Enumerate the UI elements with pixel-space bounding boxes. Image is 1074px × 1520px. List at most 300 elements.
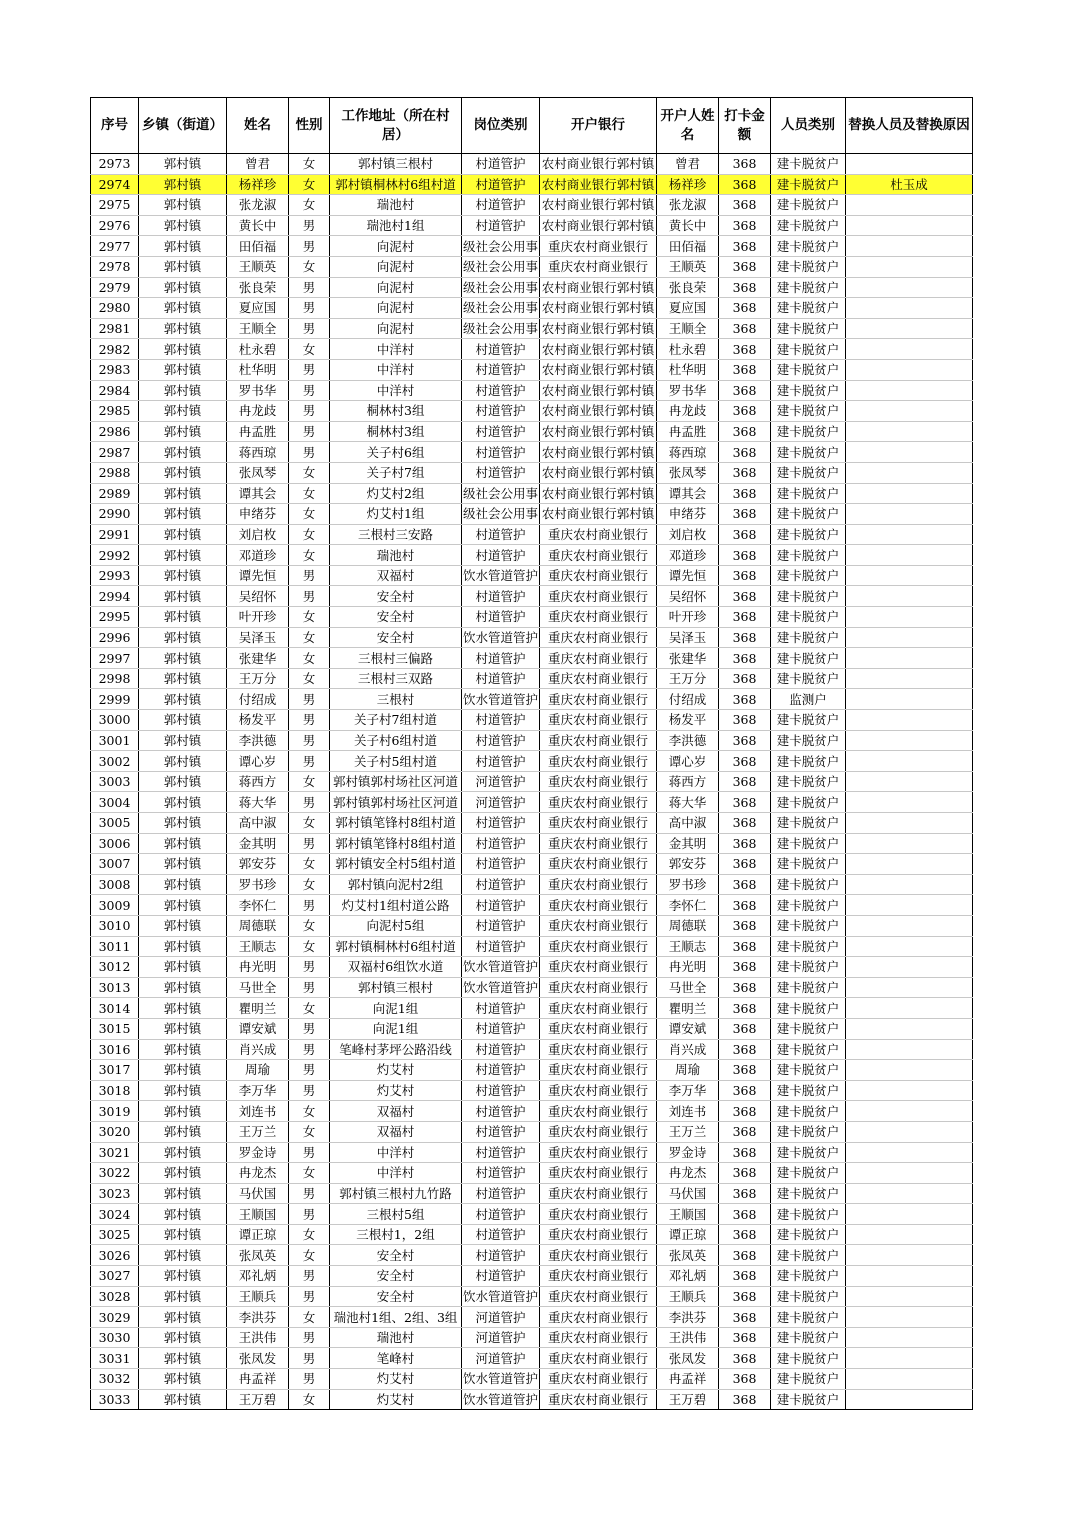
cell-name: 杜永碧 bbox=[227, 339, 289, 360]
col-header-type: 人员类别 bbox=[771, 98, 846, 154]
cell-replace bbox=[846, 1039, 973, 1060]
cell-replace bbox=[846, 318, 973, 339]
cell-name: 马伏国 bbox=[227, 1183, 289, 1204]
cell-town: 郭村镇 bbox=[139, 215, 227, 236]
cell-holder: 冉龙杰 bbox=[657, 1163, 719, 1184]
cell-sex: 男 bbox=[289, 1142, 330, 1163]
cell-no: 3018 bbox=[91, 1080, 139, 1101]
cell-no: 3026 bbox=[91, 1245, 139, 1266]
cell-name: 谭先恒 bbox=[227, 565, 289, 586]
cell-no: 3021 bbox=[91, 1142, 139, 1163]
cell-type: 建卡脱贫户 bbox=[771, 256, 846, 277]
cell-name: 王顺国 bbox=[227, 1204, 289, 1225]
cell-post: 村道管护 bbox=[462, 668, 540, 689]
cell-town: 郭村镇 bbox=[139, 442, 227, 463]
cell-sex: 男 bbox=[289, 380, 330, 401]
cell-holder: 罗金诗 bbox=[657, 1142, 719, 1163]
cell-name: 李万华 bbox=[227, 1080, 289, 1101]
cell-name: 周瑜 bbox=[227, 1060, 289, 1081]
cell-address: 瑞池村 bbox=[330, 545, 462, 566]
cell-holder: 张凤琴 bbox=[657, 462, 719, 483]
cell-replace bbox=[846, 236, 973, 257]
cell-sex: 女 bbox=[289, 915, 330, 936]
cell-type: 建卡脱贫户 bbox=[771, 751, 846, 772]
table-row bbox=[91, 1142, 973, 1163]
table-row bbox=[91, 421, 973, 442]
cell-no: 3031 bbox=[91, 1348, 139, 1369]
cell-town: 郭村镇 bbox=[139, 1307, 227, 1328]
cell-type: 建卡脱贫户 bbox=[771, 957, 846, 978]
cell-replace bbox=[846, 380, 973, 401]
cell-address: 郭村镇桐林村6组村道 bbox=[330, 174, 462, 195]
cell-replace: 杜玉成 bbox=[846, 174, 973, 195]
cell-no: 3010 bbox=[91, 915, 139, 936]
cell-town: 郭村镇 bbox=[139, 586, 227, 607]
cell-sex: 女 bbox=[289, 524, 330, 545]
cell-bank: 重庆农村商业银行 bbox=[540, 1080, 657, 1101]
cell-amount: 368 bbox=[719, 936, 771, 957]
cell-type: 建卡脱贫户 bbox=[771, 1183, 846, 1204]
cell-address: 瑞池村 bbox=[330, 1327, 462, 1348]
cell-post: 村道管护 bbox=[462, 607, 540, 628]
cell-bank: 重庆农村商业银行 bbox=[540, 771, 657, 792]
cell-replace bbox=[846, 154, 973, 175]
cell-type: 建卡脱贫户 bbox=[771, 401, 846, 422]
table-row bbox=[91, 895, 973, 916]
table-row bbox=[91, 215, 973, 236]
table-row bbox=[91, 792, 973, 813]
cell-address: 笔峰村 bbox=[330, 1348, 462, 1369]
cell-address: 郭村镇笔锋村8组村道 bbox=[330, 833, 462, 854]
table-row bbox=[91, 1204, 973, 1225]
cell-post: 村道管护 bbox=[462, 648, 540, 669]
cell-type: 建卡脱贫户 bbox=[771, 442, 846, 463]
cell-town: 郭村镇 bbox=[139, 1018, 227, 1039]
cell-bank: 重庆农村商业银行 bbox=[540, 957, 657, 978]
cell-no: 2999 bbox=[91, 689, 139, 710]
cell-town: 郭村镇 bbox=[139, 977, 227, 998]
cell-no: 2984 bbox=[91, 380, 139, 401]
cell-post: 村道管护 bbox=[462, 1060, 540, 1081]
cell-replace bbox=[846, 730, 973, 751]
cell-bank: 重庆农村商业银行 bbox=[540, 256, 657, 277]
cell-holder: 李万华 bbox=[657, 1080, 719, 1101]
cell-replace bbox=[846, 627, 973, 648]
cell-holder: 黄长中 bbox=[657, 215, 719, 236]
cell-name: 肖兴成 bbox=[227, 1039, 289, 1060]
cell-bank: 农村商业银行郭村镇 bbox=[540, 380, 657, 401]
cell-no: 2973 bbox=[91, 154, 139, 175]
cell-amount: 368 bbox=[719, 607, 771, 628]
cell-replace bbox=[846, 462, 973, 483]
cell-name: 谭安斌 bbox=[227, 1018, 289, 1039]
cell-replace bbox=[846, 1389, 973, 1410]
cell-town: 郭村镇 bbox=[139, 1121, 227, 1142]
cell-post: 村道管护 bbox=[462, 401, 540, 422]
cell-no: 3001 bbox=[91, 730, 139, 751]
table-row bbox=[91, 545, 973, 566]
cell-no: 3016 bbox=[91, 1039, 139, 1060]
cell-no: 2975 bbox=[91, 195, 139, 216]
cell-holder: 郭安芬 bbox=[657, 854, 719, 875]
cell-address: 郭村镇安全村5组村道 bbox=[330, 854, 462, 875]
cell-type: 建卡脱贫户 bbox=[771, 1348, 846, 1369]
cell-town: 郭村镇 bbox=[139, 1039, 227, 1060]
cell-no: 3025 bbox=[91, 1224, 139, 1245]
cell-type: 建卡脱贫户 bbox=[771, 936, 846, 957]
cell-type: 建卡脱贫户 bbox=[771, 833, 846, 854]
cell-no: 2994 bbox=[91, 586, 139, 607]
cell-name: 王万分 bbox=[227, 668, 289, 689]
cell-no: 2996 bbox=[91, 627, 139, 648]
cell-address: 双福村 bbox=[330, 565, 462, 586]
cell-amount: 368 bbox=[719, 1348, 771, 1369]
cell-post: 村道管护 bbox=[462, 854, 540, 875]
table-row bbox=[91, 751, 973, 772]
cell-name: 王顺志 bbox=[227, 936, 289, 957]
cell-post: 村道管护 bbox=[462, 874, 540, 895]
cell-sex: 男 bbox=[289, 1039, 330, 1060]
cell-post: 级社会公用事 bbox=[462, 318, 540, 339]
cell-no: 2992 bbox=[91, 545, 139, 566]
cell-no: 2989 bbox=[91, 483, 139, 504]
cell-town: 郭村镇 bbox=[139, 318, 227, 339]
table-row bbox=[91, 401, 973, 422]
cell-name: 冉孟胜 bbox=[227, 421, 289, 442]
table-row bbox=[91, 586, 973, 607]
cell-town: 郭村镇 bbox=[139, 1183, 227, 1204]
cell-town: 郭村镇 bbox=[139, 1327, 227, 1348]
cell-replace bbox=[846, 483, 973, 504]
table-row bbox=[91, 813, 973, 834]
cell-holder: 罗书珍 bbox=[657, 874, 719, 895]
table-row bbox=[91, 936, 973, 957]
cell-no: 2978 bbox=[91, 256, 139, 277]
cell-sex: 女 bbox=[289, 813, 330, 834]
cell-sex: 女 bbox=[289, 998, 330, 1019]
cell-bank: 重庆农村商业银行 bbox=[540, 1348, 657, 1369]
table-row bbox=[91, 1163, 973, 1184]
cell-no: 3027 bbox=[91, 1266, 139, 1287]
table-row bbox=[91, 1080, 973, 1101]
cell-bank: 重庆农村商业银行 bbox=[540, 998, 657, 1019]
cell-sex: 女 bbox=[289, 195, 330, 216]
cell-replace bbox=[846, 1327, 973, 1348]
table-row bbox=[91, 298, 973, 319]
cell-bank: 重庆农村商业银行 bbox=[540, 1204, 657, 1225]
cell-holder: 刘连书 bbox=[657, 1101, 719, 1122]
cell-name: 李怀仁 bbox=[227, 895, 289, 916]
cell-no: 3003 bbox=[91, 771, 139, 792]
cell-name: 冉孟祥 bbox=[227, 1369, 289, 1390]
cell-sex: 男 bbox=[289, 957, 330, 978]
cell-post: 村道管护 bbox=[462, 1266, 540, 1287]
cell-address: 向泥1组 bbox=[330, 998, 462, 1019]
header-row bbox=[91, 98, 973, 154]
cell-sex: 男 bbox=[289, 298, 330, 319]
cell-name: 李洪德 bbox=[227, 730, 289, 751]
cell-sex: 女 bbox=[289, 874, 330, 895]
cell-sex: 男 bbox=[289, 1286, 330, 1307]
cell-sex: 女 bbox=[289, 154, 330, 175]
cell-bank: 重庆农村商业银行 bbox=[540, 936, 657, 957]
cell-town: 郭村镇 bbox=[139, 1224, 227, 1245]
cell-type: 建卡脱贫户 bbox=[771, 339, 846, 360]
cell-holder: 冉孟胜 bbox=[657, 421, 719, 442]
cell-address: 向泥1组 bbox=[330, 1018, 462, 1039]
table-row bbox=[91, 730, 973, 751]
cell-bank: 农村商业银行郭村镇 bbox=[540, 298, 657, 319]
cell-name: 张建华 bbox=[227, 648, 289, 669]
table-row bbox=[91, 648, 973, 669]
cell-name: 刘启枚 bbox=[227, 524, 289, 545]
cell-address: 向泥村 bbox=[330, 236, 462, 257]
cell-replace bbox=[846, 1245, 973, 1266]
cell-town: 郭村镇 bbox=[139, 504, 227, 525]
cell-bank: 农村商业银行郭村镇 bbox=[540, 195, 657, 216]
table-row bbox=[91, 1224, 973, 1245]
cell-bank: 重庆农村商业银行 bbox=[540, 813, 657, 834]
cell-amount: 368 bbox=[719, 771, 771, 792]
cell-sex: 男 bbox=[289, 895, 330, 916]
table-row bbox=[91, 1039, 973, 1060]
cell-name: 张凤琴 bbox=[227, 462, 289, 483]
cell-post: 村道管护 bbox=[462, 1163, 540, 1184]
cell-type: 建卡脱贫户 bbox=[771, 1121, 846, 1142]
cell-no: 3006 bbox=[91, 833, 139, 854]
cell-holder: 张凤英 bbox=[657, 1245, 719, 1266]
cell-type: 建卡脱贫户 bbox=[771, 524, 846, 545]
cell-bank: 重庆农村商业银行 bbox=[540, 833, 657, 854]
cell-replace bbox=[846, 607, 973, 628]
cell-name: 罗书珍 bbox=[227, 874, 289, 895]
cell-no: 2979 bbox=[91, 277, 139, 298]
cell-amount: 368 bbox=[719, 1080, 771, 1101]
cell-sex: 男 bbox=[289, 421, 330, 442]
cell-post: 饮水管道管护 bbox=[462, 565, 540, 586]
cell-replace bbox=[846, 1307, 973, 1328]
cell-sex: 女 bbox=[289, 1245, 330, 1266]
cell-type: 建卡脱贫户 bbox=[771, 730, 846, 751]
cell-sex: 男 bbox=[289, 1060, 330, 1081]
table-row bbox=[91, 504, 973, 525]
cell-replace bbox=[846, 401, 973, 422]
cell-type: 监测户 bbox=[771, 689, 846, 710]
cell-town: 郭村镇 bbox=[139, 421, 227, 442]
cell-name: 金其明 bbox=[227, 833, 289, 854]
cell-address: 郭村镇向泥村2组 bbox=[330, 874, 462, 895]
cell-town: 郭村镇 bbox=[139, 565, 227, 586]
cell-type: 建卡脱贫户 bbox=[771, 607, 846, 628]
cell-post: 村道管护 bbox=[462, 730, 540, 751]
cell-replace bbox=[846, 813, 973, 834]
cell-holder: 马伏国 bbox=[657, 1183, 719, 1204]
cell-address: 中洋村 bbox=[330, 339, 462, 360]
cell-amount: 368 bbox=[719, 483, 771, 504]
cell-type: 建卡脱贫户 bbox=[771, 1080, 846, 1101]
cell-replace bbox=[846, 854, 973, 875]
cell-holder: 张凤发 bbox=[657, 1348, 719, 1369]
cell-post: 村道管护 bbox=[462, 359, 540, 380]
cell-type: 建卡脱贫户 bbox=[771, 1204, 846, 1225]
cell-holder: 高中淑 bbox=[657, 813, 719, 834]
cell-holder: 谭心岁 bbox=[657, 751, 719, 772]
cell-type: 建卡脱贫户 bbox=[771, 586, 846, 607]
table-row bbox=[91, 833, 973, 854]
cell-bank: 重庆农村商业银行 bbox=[540, 668, 657, 689]
cell-address: 桐林村3组 bbox=[330, 421, 462, 442]
cell-post: 村道管护 bbox=[462, 1142, 540, 1163]
cell-address: 灼艾村 bbox=[330, 1389, 462, 1410]
cell-amount: 368 bbox=[719, 1224, 771, 1245]
cell-replace bbox=[846, 689, 973, 710]
table-row bbox=[91, 359, 973, 380]
table-row bbox=[91, 236, 973, 257]
cell-replace bbox=[846, 771, 973, 792]
cell-name: 蒋大华 bbox=[227, 792, 289, 813]
cell-replace bbox=[846, 751, 973, 772]
cell-post: 饮水管道管护 bbox=[462, 1369, 540, 1390]
cell-amount: 368 bbox=[719, 1204, 771, 1225]
cell-holder: 叶开珍 bbox=[657, 607, 719, 628]
cell-post: 村道管护 bbox=[462, 1204, 540, 1225]
cell-holder: 罗书华 bbox=[657, 380, 719, 401]
cell-bank: 重庆农村商业银行 bbox=[540, 1266, 657, 1287]
cell-name: 杜华明 bbox=[227, 359, 289, 380]
cell-amount: 368 bbox=[719, 1039, 771, 1060]
cell-holder: 王洪伟 bbox=[657, 1327, 719, 1348]
cell-amount: 368 bbox=[719, 524, 771, 545]
cell-amount: 368 bbox=[719, 174, 771, 195]
table-row bbox=[91, 318, 973, 339]
cell-post: 级社会公用事 bbox=[462, 504, 540, 525]
cell-bank: 重庆农村商业银行 bbox=[540, 1369, 657, 1390]
cell-holder: 杨祥珍 bbox=[657, 174, 719, 195]
cell-sex: 女 bbox=[289, 504, 330, 525]
cell-sex: 男 bbox=[289, 710, 330, 731]
table-row bbox=[91, 1327, 973, 1348]
table-row bbox=[91, 1307, 973, 1328]
cell-replace bbox=[846, 710, 973, 731]
cell-amount: 368 bbox=[719, 1121, 771, 1142]
cell-address: 关子村7组村道 bbox=[330, 710, 462, 731]
cell-address: 关子村6组 bbox=[330, 442, 462, 463]
cell-sex: 女 bbox=[289, 1224, 330, 1245]
cell-sex: 男 bbox=[289, 689, 330, 710]
cell-bank: 重庆农村商业银行 bbox=[540, 1224, 657, 1245]
cell-replace bbox=[846, 359, 973, 380]
cell-post: 村道管护 bbox=[462, 339, 540, 360]
cell-type: 建卡脱贫户 bbox=[771, 483, 846, 504]
cell-town: 郭村镇 bbox=[139, 1286, 227, 1307]
cell-holder: 李洪德 bbox=[657, 730, 719, 751]
cell-post: 村道管护 bbox=[462, 1183, 540, 1204]
cell-type: 建卡脱贫户 bbox=[771, 1286, 846, 1307]
cell-sex: 女 bbox=[289, 771, 330, 792]
cell-address: 郭村镇三根村九竹路 bbox=[330, 1183, 462, 1204]
cell-town: 郭村镇 bbox=[139, 256, 227, 277]
cell-address: 向泥村 bbox=[330, 298, 462, 319]
cell-amount: 368 bbox=[719, 442, 771, 463]
cell-type: 建卡脱贫户 bbox=[771, 380, 846, 401]
cell-amount: 368 bbox=[719, 339, 771, 360]
cell-holder: 谭先恒 bbox=[657, 565, 719, 586]
cell-town: 郭村镇 bbox=[139, 854, 227, 875]
cell-sex: 女 bbox=[289, 545, 330, 566]
cell-amount: 368 bbox=[719, 195, 771, 216]
cell-post: 村道管护 bbox=[462, 524, 540, 545]
cell-amount: 368 bbox=[719, 236, 771, 257]
cell-town: 郭村镇 bbox=[139, 689, 227, 710]
cell-replace bbox=[846, 1163, 973, 1184]
cell-replace bbox=[846, 565, 973, 586]
cell-no: 3019 bbox=[91, 1101, 139, 1122]
table-row bbox=[91, 915, 973, 936]
cell-name: 王洪伟 bbox=[227, 1327, 289, 1348]
col-header-holder: 开户人姓名 bbox=[657, 98, 719, 154]
cell-bank: 农村商业银行郭村镇 bbox=[540, 277, 657, 298]
cell-address: 郭村镇笔锋村8组村道 bbox=[330, 813, 462, 834]
cell-holder: 蒋大华 bbox=[657, 792, 719, 813]
cell-address: 桐林村3组 bbox=[330, 401, 462, 422]
table-row bbox=[91, 627, 973, 648]
table-row bbox=[91, 957, 973, 978]
cell-sex: 女 bbox=[289, 1121, 330, 1142]
table-row bbox=[91, 977, 973, 998]
cell-type: 建卡脱贫户 bbox=[771, 1039, 846, 1060]
cell-post: 饮水管道管护 bbox=[462, 689, 540, 710]
cell-type: 建卡脱贫户 bbox=[771, 895, 846, 916]
cell-name: 王顺英 bbox=[227, 256, 289, 277]
cell-bank: 重庆农村商业银行 bbox=[540, 648, 657, 669]
cell-address: 三根村5组 bbox=[330, 1204, 462, 1225]
cell-bank: 重庆农村商业银行 bbox=[540, 1101, 657, 1122]
cell-replace bbox=[846, 998, 973, 1019]
cell-holder: 杜永碧 bbox=[657, 339, 719, 360]
cell-no: 2976 bbox=[91, 215, 139, 236]
cell-no: 3015 bbox=[91, 1018, 139, 1039]
cell-town: 郭村镇 bbox=[139, 1389, 227, 1410]
cell-town: 郭村镇 bbox=[139, 545, 227, 566]
cell-bank: 重庆农村商业银行 bbox=[540, 751, 657, 772]
cell-town: 郭村镇 bbox=[139, 195, 227, 216]
cell-amount: 368 bbox=[719, 833, 771, 854]
cell-type: 建卡脱贫户 bbox=[771, 154, 846, 175]
col-header-name: 姓名 bbox=[227, 98, 289, 154]
cell-holder: 王万分 bbox=[657, 668, 719, 689]
cell-type: 建卡脱贫户 bbox=[771, 504, 846, 525]
cell-name: 罗金诗 bbox=[227, 1142, 289, 1163]
cell-holder: 王顺志 bbox=[657, 936, 719, 957]
cell-amount: 368 bbox=[719, 1018, 771, 1039]
cell-bank: 农村商业银行郭村镇 bbox=[540, 504, 657, 525]
cell-bank: 农村商业银行郭村镇 bbox=[540, 174, 657, 195]
cell-replace bbox=[846, 524, 973, 545]
cell-amount: 368 bbox=[719, 710, 771, 731]
cell-type: 建卡脱贫户 bbox=[771, 318, 846, 339]
cell-amount: 368 bbox=[719, 545, 771, 566]
cell-type: 建卡脱贫户 bbox=[771, 1327, 846, 1348]
cell-address: 安全村 bbox=[330, 1245, 462, 1266]
cell-amount: 368 bbox=[719, 648, 771, 669]
cell-replace bbox=[846, 1142, 973, 1163]
cell-town: 郭村镇 bbox=[139, 607, 227, 628]
cell-holder: 邓道珍 bbox=[657, 545, 719, 566]
cell-type: 建卡脱贫户 bbox=[771, 977, 846, 998]
cell-address: 安全村 bbox=[330, 627, 462, 648]
cell-town: 郭村镇 bbox=[139, 1245, 227, 1266]
cell-post: 饮水管道管护 bbox=[462, 977, 540, 998]
